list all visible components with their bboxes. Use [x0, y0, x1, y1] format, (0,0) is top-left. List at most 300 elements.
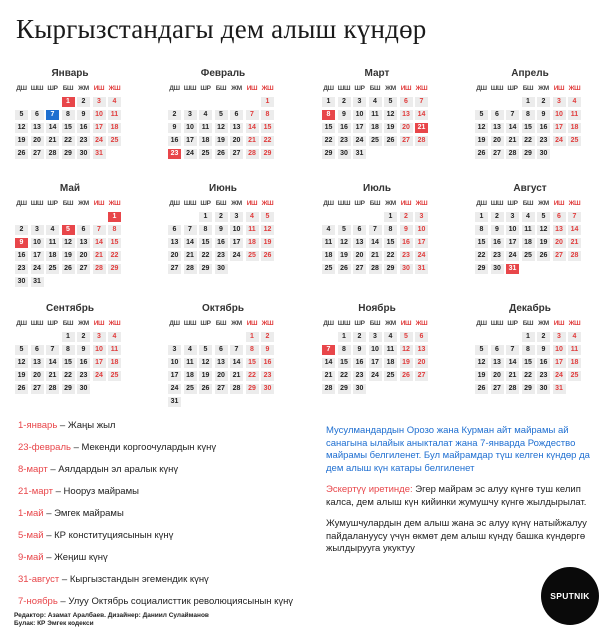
day-cell: 19 [261, 238, 274, 248]
day-cell: 26 [338, 264, 351, 274]
credits-source: Булак: КР Эмгек кодекси [14, 620, 94, 627]
day-cell: 7 [369, 225, 382, 235]
day-cell: 3 [31, 225, 44, 235]
day-cell: 26 [384, 136, 397, 146]
credits [14, 612, 209, 628]
month-days-grid [15, 84, 125, 159]
day-cell: 1 [522, 97, 535, 107]
day-cell: 19 [199, 371, 212, 381]
month-calendar [15, 183, 125, 287]
day-cell: 3 [506, 212, 519, 222]
day-cell: 25 [384, 371, 397, 381]
holiday-list [18, 420, 318, 618]
holiday-date: 1-январь [18, 420, 58, 431]
day-cell: 21 [230, 371, 243, 381]
day-cell: 10 [184, 123, 197, 133]
weekday-label: ЖМ [538, 85, 549, 92]
day-cell: 4 [246, 212, 259, 222]
sputnik-logo: SPUTNIK [541, 567, 599, 625]
day-cell: 12 [15, 358, 28, 368]
day-cell: 8 [246, 345, 259, 355]
day-cell: 14 [246, 123, 259, 133]
day-cell: 6 [31, 345, 44, 355]
day-cell: 30 [400, 264, 413, 274]
weekday-label: ШР [200, 200, 211, 207]
month-name: Апрель [511, 68, 549, 79]
day-cell: 4 [522, 212, 535, 222]
religious-holidays-note: Мусулмандардын Орозо жана Курман айт майрамы ай санагына ылайык аныкталат жана 7-январда Рождество майрамы белгиленет. Бул майрамдар түш келген күндөр да дем алыш күн катары белгиленет [326, 425, 590, 474]
day-cell: 15 [384, 238, 397, 248]
weekday-label: ИШ [246, 85, 258, 92]
day-cell: 31 [353, 149, 366, 159]
day-cell: 28 [46, 384, 59, 394]
day-cell: 17 [353, 123, 366, 133]
empty-cell [491, 97, 504, 107]
day-cell: 30 [537, 384, 550, 394]
weekday-label: ШР [47, 200, 58, 207]
day-cell: 9 [338, 110, 351, 120]
day-cell: 11 [568, 345, 581, 355]
day-cell: 25 [369, 136, 382, 146]
day-cell: 10 [230, 225, 243, 235]
holiday-day-cell: 7 [46, 110, 59, 120]
day-cell: 14 [322, 358, 335, 368]
day-cell: 11 [184, 358, 197, 368]
day-cell: 10 [415, 225, 428, 235]
weekday-label: ДШ [476, 85, 487, 92]
day-cell: 19 [15, 136, 28, 146]
day-cell: 26 [215, 149, 228, 159]
day-cell: 9 [537, 345, 550, 355]
weekday-label: ШР [507, 200, 518, 207]
day-cell: 12 [15, 123, 28, 133]
day-cell: 5 [15, 345, 28, 355]
day-cell: 27 [415, 371, 428, 381]
credits-authors: Редактор: Азамат Аралбаев. Дизайнер: Даниил Сулайманов [14, 612, 209, 619]
day-cell: 24 [93, 136, 106, 146]
day-cell: 14 [46, 123, 59, 133]
day-cell: 18 [369, 123, 382, 133]
day-cell: 15 [522, 358, 535, 368]
day-cell: 14 [46, 358, 59, 368]
day-cell: 18 [568, 358, 581, 368]
day-cell: 27 [215, 384, 228, 394]
month-days-grid [322, 319, 432, 394]
day-cell: 24 [369, 371, 382, 381]
empty-cell [506, 332, 519, 342]
day-cell: 5 [338, 225, 351, 235]
day-cell: 10 [93, 110, 106, 120]
day-cell: 17 [369, 358, 382, 368]
day-cell: 18 [199, 136, 212, 146]
holiday-day-cell: 5 [62, 225, 75, 235]
day-cell: 2 [15, 225, 28, 235]
day-cell: 17 [184, 136, 197, 146]
day-cell: 6 [31, 110, 44, 120]
month-days-grid [475, 319, 585, 394]
day-cell: 31 [168, 397, 181, 407]
empty-cell [338, 212, 351, 222]
day-cell: 23 [353, 371, 366, 381]
holiday-item: 7-ноябрь – Улуу Октябрь социалисттик революциясынын күнү [18, 596, 294, 607]
day-cell: 6 [215, 345, 228, 355]
month-days-grid [168, 84, 278, 159]
weekday-label: ДШ [323, 320, 334, 327]
month-name: Декабрь [509, 303, 551, 314]
weekday-label: ЖШ [568, 320, 581, 327]
day-cell: 24 [353, 136, 366, 146]
day-cell: 5 [261, 212, 274, 222]
weekday-label: ДШ [16, 200, 27, 207]
day-cell: 3 [553, 97, 566, 107]
day-cell: 3 [230, 212, 243, 222]
weekday-label: ШШ [183, 200, 197, 207]
day-cell: 11 [246, 225, 259, 235]
weekday-label: ДШ [16, 320, 27, 327]
day-cell: 21 [568, 238, 581, 248]
day-cell: 27 [553, 251, 566, 261]
day-cell: 27 [353, 264, 366, 274]
weekday-label: ДШ [169, 85, 180, 92]
empty-cell [77, 212, 90, 222]
day-cell: 11 [199, 123, 212, 133]
day-cell: 18 [246, 238, 259, 248]
weekday-label: ШР [47, 85, 58, 92]
day-cell: 16 [261, 358, 274, 368]
warning-label: Эскертүү иретинде: [326, 484, 413, 495]
empty-cell [475, 97, 488, 107]
day-cell: 25 [522, 251, 535, 261]
empty-cell [46, 97, 59, 107]
day-cell: 17 [553, 123, 566, 133]
day-cell: 29 [261, 149, 274, 159]
month-days-grid [475, 84, 585, 159]
day-cell: 8 [338, 345, 351, 355]
day-cell: 8 [62, 345, 75, 355]
day-cell: 10 [553, 110, 566, 120]
month-name: Ноябрь [358, 303, 396, 314]
day-cell: 8 [108, 225, 121, 235]
day-cell: 3 [93, 97, 106, 107]
day-cell: 1 [322, 97, 335, 107]
day-cell: 13 [491, 123, 504, 133]
empty-cell [46, 332, 59, 342]
day-cell: 21 [322, 371, 335, 381]
day-cell: 25 [322, 264, 335, 274]
month-name: Октябрь [202, 303, 244, 314]
month-name: Сентябрь [46, 303, 94, 314]
day-cell: 23 [537, 136, 550, 146]
holiday-item: 1-январь – Жаңы жыл [18, 420, 116, 431]
month-calendar [15, 68, 125, 159]
day-cell: 6 [230, 110, 243, 120]
day-cell: 19 [400, 358, 413, 368]
empty-cell [199, 97, 212, 107]
day-cell: 14 [506, 358, 519, 368]
weekday-label: ЖМ [78, 200, 89, 207]
day-cell: 7 [246, 110, 259, 120]
day-cell: 18 [522, 238, 535, 248]
day-cell: 13 [215, 358, 228, 368]
day-cell: 8 [522, 345, 535, 355]
holiday-item: 8-март – Аялдардын эл аралык күнү [18, 464, 179, 475]
day-cell: 13 [400, 110, 413, 120]
day-cell: 16 [537, 358, 550, 368]
day-cell: 31 [415, 264, 428, 274]
empty-cell [230, 332, 243, 342]
day-cell: 28 [506, 149, 519, 159]
day-cell: 11 [369, 110, 382, 120]
weekday-label: БШ [62, 85, 74, 92]
day-cell: 15 [338, 358, 351, 368]
holiday-item: 31-август – Кыргызстандын эгемендик күнү [18, 574, 209, 585]
day-cell: 26 [15, 384, 28, 394]
day-cell: 21 [246, 136, 259, 146]
day-cell: 19 [537, 238, 550, 248]
day-cell: 29 [199, 264, 212, 274]
empty-cell [230, 97, 243, 107]
day-cell: 4 [568, 332, 581, 342]
weekday-label: ШШ [183, 320, 197, 327]
day-cell: 12 [537, 225, 550, 235]
day-cell: 29 [62, 384, 75, 394]
page-title: Кыргызстандагы дем алыш күндөр [16, 14, 427, 44]
day-cell: 28 [568, 251, 581, 261]
day-cell: 7 [506, 345, 519, 355]
day-cell: 1 [338, 332, 351, 342]
day-cell: 10 [353, 110, 366, 120]
day-cell: 25 [46, 264, 59, 274]
day-cell: 16 [77, 358, 90, 368]
day-cell: 5 [537, 212, 550, 222]
government-note: Жумушчулардын дем алыш жана эс алуу күнү натыйжалуу пайдалануусу үчүн өкмөт дем алыш күндү башка күндөргө жылдырууга укуктуу [326, 518, 587, 554]
day-cell: 22 [522, 371, 535, 381]
weekday-label: ШР [507, 320, 518, 327]
day-cell: 15 [261, 123, 274, 133]
day-cell: 5 [400, 332, 413, 342]
day-cell: 6 [77, 225, 90, 235]
day-cell: 11 [108, 110, 121, 120]
day-cell: 16 [353, 358, 366, 368]
day-cell: 9 [353, 345, 366, 355]
month-calendar [322, 68, 432, 159]
day-cell: 7 [568, 212, 581, 222]
day-cell: 12 [261, 225, 274, 235]
day-cell: 30 [215, 264, 228, 274]
day-cell: 24 [93, 371, 106, 381]
day-cell: 17 [415, 238, 428, 248]
day-cell: 15 [199, 238, 212, 248]
weekday-label: ШШ [490, 320, 504, 327]
weekday-label: ДШ [169, 200, 180, 207]
weekday-label: ЖМ [385, 85, 396, 92]
day-cell: 14 [568, 225, 581, 235]
weekday-label: ДШ [169, 320, 180, 327]
month-calendar [475, 183, 585, 274]
day-cell: 26 [475, 384, 488, 394]
day-cell: 24 [230, 251, 243, 261]
month-calendar [322, 183, 432, 274]
day-cell: 27 [491, 149, 504, 159]
holiday-day-cell: 1 [62, 97, 75, 107]
day-cell: 13 [553, 225, 566, 235]
empty-cell [184, 97, 197, 107]
holiday-item: 23-февраль – Мекенди коргоочулардын күнү [18, 442, 217, 453]
weekday-label: ШР [354, 320, 365, 327]
day-cell: 1 [522, 332, 535, 342]
day-cell: 30 [537, 149, 550, 159]
weekday-label: ЖМ [385, 320, 396, 327]
day-cell: 27 [31, 149, 44, 159]
month-days-grid [475, 199, 585, 274]
day-cell: 17 [168, 371, 181, 381]
day-cell: 29 [246, 384, 259, 394]
weekday-label: ЖШ [261, 200, 274, 207]
day-cell: 23 [261, 371, 274, 381]
holiday-name: Кыргызстандын эгемендик күнү [69, 574, 209, 585]
holiday-item: 5-май – КР конституциясынын күнү [18, 530, 174, 541]
day-cell: 14 [506, 123, 519, 133]
holiday-day-cell: 8 [322, 110, 335, 120]
day-cell: 25 [108, 136, 121, 146]
weekday-label: ШР [507, 85, 518, 92]
day-cell: 29 [322, 149, 335, 159]
empty-cell [369, 212, 382, 222]
holiday-name: КР конституциясынын күнү [54, 530, 174, 541]
empty-cell [15, 97, 28, 107]
holiday-day-cell: 1 [108, 212, 121, 222]
day-cell: 4 [46, 225, 59, 235]
month-name: Май [59, 183, 81, 194]
weekday-label: ИШ [93, 85, 105, 92]
day-cell: 16 [77, 123, 90, 133]
day-cell: 25 [568, 371, 581, 381]
day-cell: 24 [168, 384, 181, 394]
weekday-label: ИШ [400, 320, 412, 327]
holiday-name: Нооруз майрамы [63, 486, 139, 497]
weekday-label: ИШ [553, 320, 565, 327]
day-cell: 1 [62, 332, 75, 342]
empty-cell [322, 212, 335, 222]
day-cell: 29 [384, 264, 397, 274]
weekday-label: ДШ [323, 85, 334, 92]
day-cell: 22 [261, 136, 274, 146]
month-calendar [475, 303, 585, 394]
day-cell: 24 [553, 371, 566, 381]
empty-cell [62, 212, 75, 222]
day-cell: 13 [230, 123, 243, 133]
day-cell: 2 [261, 332, 274, 342]
day-cell: 22 [338, 371, 351, 381]
weekday-label: ШШ [490, 85, 504, 92]
day-cell: 12 [475, 123, 488, 133]
day-cell: 27 [31, 384, 44, 394]
weekday-label: ЖМ [231, 200, 242, 207]
day-cell: 23 [77, 371, 90, 381]
day-cell: 5 [384, 97, 397, 107]
holiday-day-cell: 21 [415, 123, 428, 133]
weekday-label: ЖМ [231, 85, 242, 92]
month-calendar [15, 303, 125, 394]
weekday-label: ДШ [323, 200, 334, 207]
holiday-name: Жаңы жыл [67, 420, 116, 431]
day-cell: 2 [353, 332, 366, 342]
day-cell: 13 [31, 358, 44, 368]
empty-cell [475, 332, 488, 342]
weekday-label: ИШ [400, 200, 412, 207]
holiday-name: Улуу Октябрь социалисттик революциясынын күнү [68, 596, 294, 607]
day-cell: 9 [491, 225, 504, 235]
day-cell: 10 [369, 345, 382, 355]
holiday-date: 5-май [18, 530, 44, 541]
month-days-grid [168, 319, 278, 407]
holiday-item: 21-март – Нооруз майрамы [18, 486, 139, 497]
day-cell: 3 [168, 345, 181, 355]
month-calendar [322, 303, 432, 394]
day-cell: 3 [415, 212, 428, 222]
day-cell: 24 [506, 251, 519, 261]
day-cell: 22 [384, 251, 397, 261]
weekday-label: ИШ [93, 320, 105, 327]
day-cell: 15 [246, 358, 259, 368]
day-cell: 6 [168, 225, 181, 235]
day-cell: 7 [93, 225, 106, 235]
day-cell: 2 [491, 212, 504, 222]
weekday-label: ЖШ [415, 85, 428, 92]
day-cell: 12 [384, 110, 397, 120]
day-cell: 20 [31, 136, 44, 146]
day-cell: 15 [108, 238, 121, 248]
day-cell: 30 [77, 149, 90, 159]
day-cell: 20 [230, 136, 243, 146]
day-cell: 25 [108, 371, 121, 381]
month-name: Январь [51, 68, 89, 79]
weekday-label: ЖШ [108, 200, 121, 207]
day-cell: 15 [522, 123, 535, 133]
day-cell: 4 [108, 97, 121, 107]
holiday-date: 9-май [18, 552, 44, 563]
weekday-label: ШР [354, 200, 365, 207]
day-cell: 2 [537, 332, 550, 342]
holiday-name: Эмгек майрамы [54, 508, 124, 519]
day-cell: 14 [230, 358, 243, 368]
day-cell: 24 [553, 136, 566, 146]
weekday-label: ШР [354, 85, 365, 92]
day-cell: 13 [168, 238, 181, 248]
weekday-label: ШШ [30, 200, 44, 207]
day-cell: 20 [77, 251, 90, 261]
weekday-label: ЖШ [261, 320, 274, 327]
day-cell: 22 [62, 136, 75, 146]
day-cell: 23 [215, 251, 228, 261]
day-cell: 6 [491, 110, 504, 120]
empty-cell [246, 97, 259, 107]
holiday-name: Аялдардын эл аралык күнү [58, 464, 179, 475]
day-cell: 24 [184, 149, 197, 159]
day-cell: 17 [93, 123, 106, 133]
day-cell: 1 [384, 212, 397, 222]
day-cell: 13 [491, 358, 504, 368]
weekday-label: ШШ [30, 320, 44, 327]
day-cell: 5 [15, 110, 28, 120]
holiday-item: 1-май – Эмгек майрамы [18, 508, 124, 519]
day-cell: 18 [322, 251, 335, 261]
month-calendar [168, 303, 278, 407]
weekday-label: ШШ [183, 85, 197, 92]
day-cell: 28 [415, 136, 428, 146]
day-cell: 26 [475, 149, 488, 159]
day-cell: 16 [168, 136, 181, 146]
